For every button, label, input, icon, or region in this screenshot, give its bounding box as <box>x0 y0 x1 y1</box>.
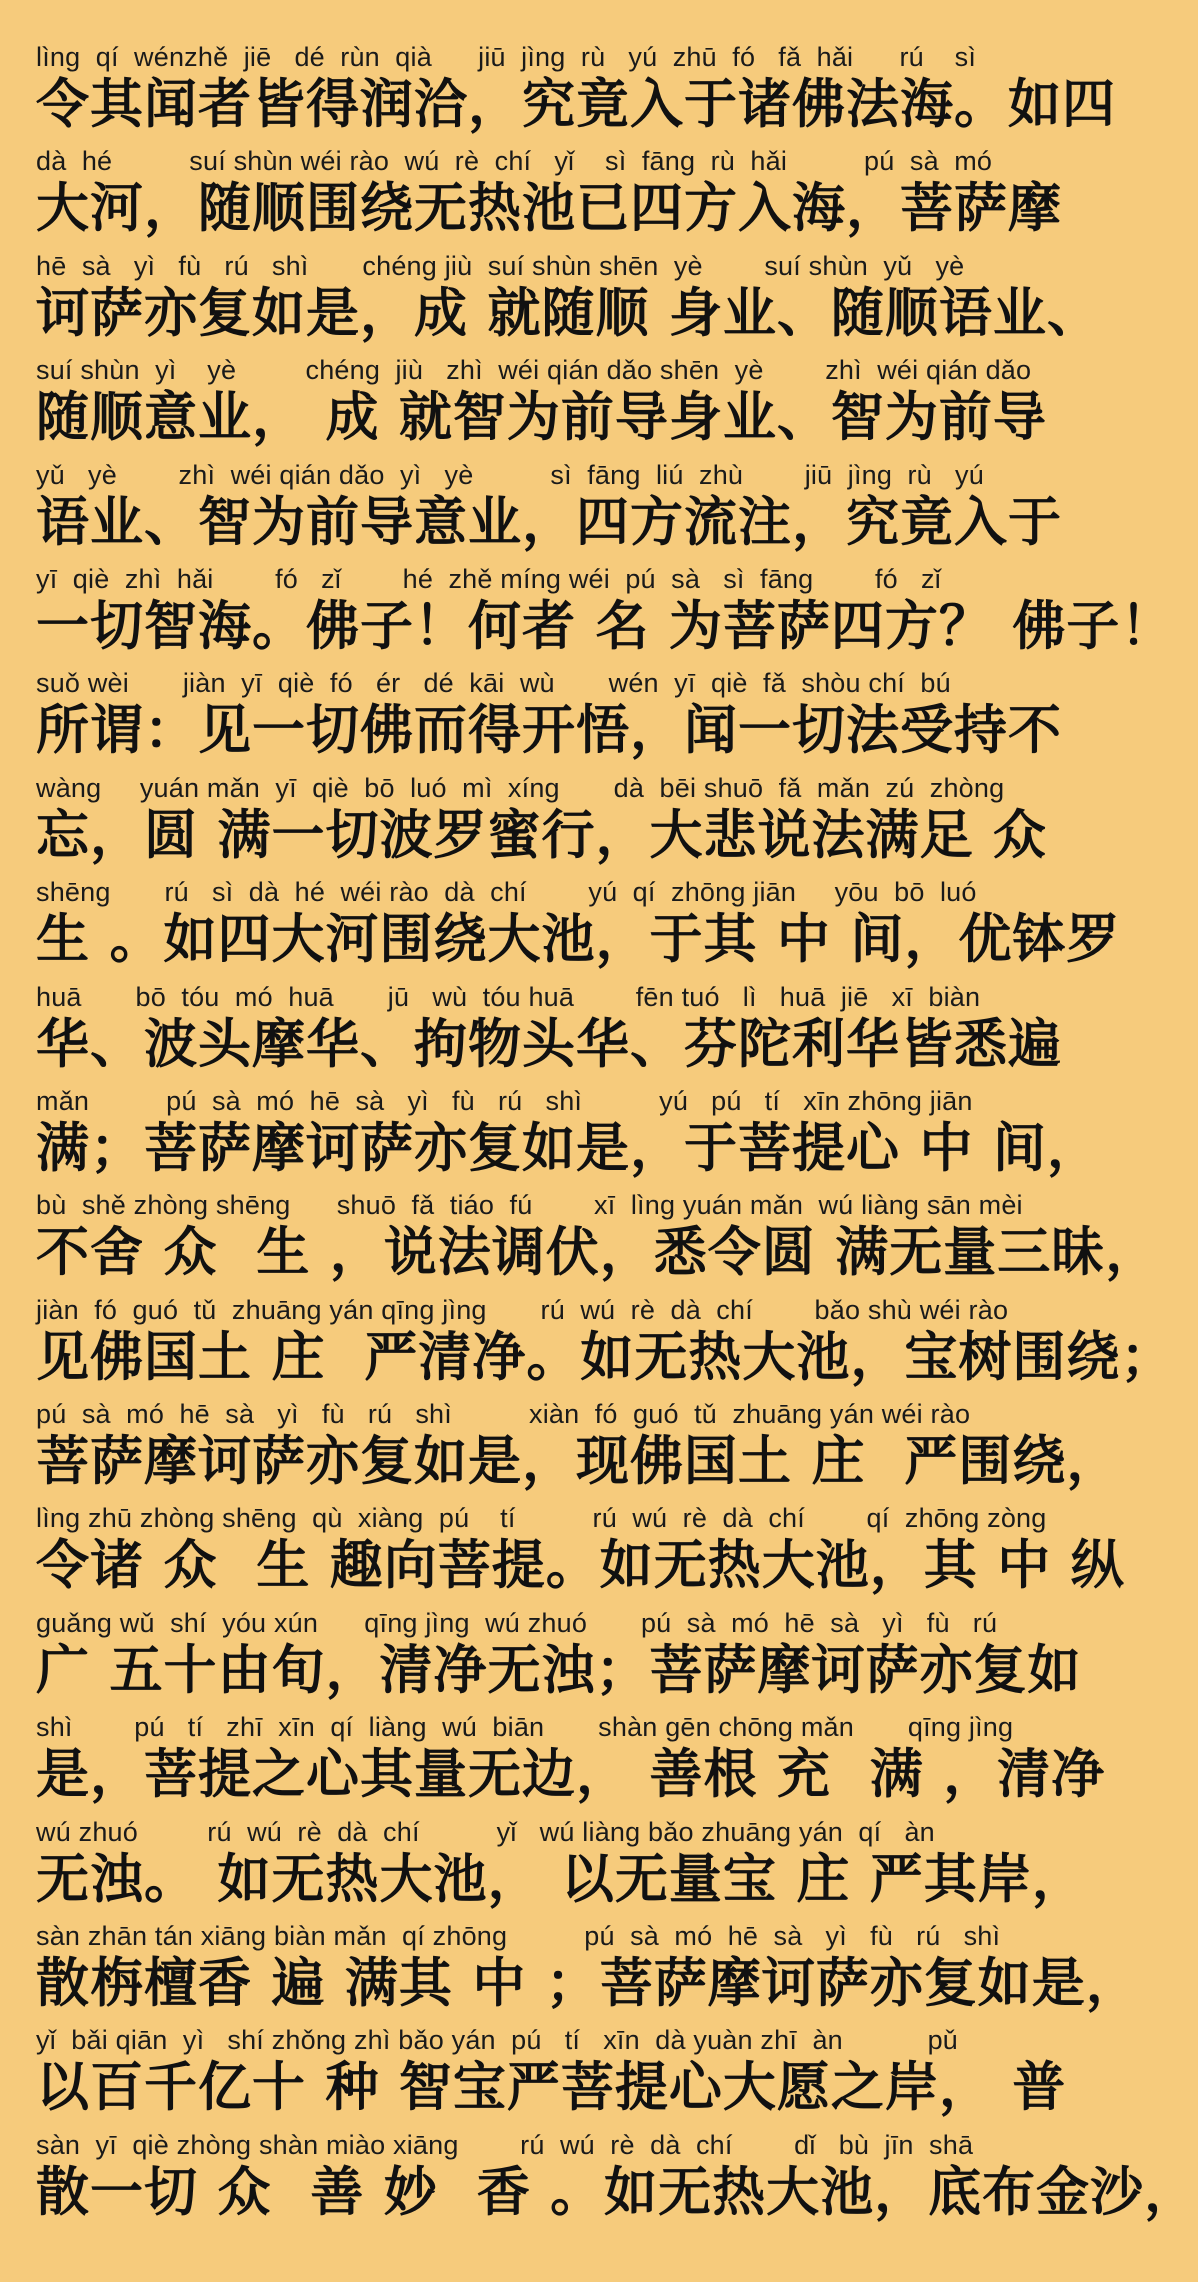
hanzi-line-20: 以百千亿十 种 智宝严菩提心大愿之岸， 普 <box>36 2057 1067 2119</box>
text-line-9 <box>36 875 1121 979</box>
pinyin-line-17: shì pú tí zhī xīn qí liàng wú biān shàn gēn chōng mǎn qīng jìng <box>36 1712 1014 1743</box>
text-line-4 <box>36 353 1047 457</box>
hanzi-line-2: 大河，随顺围绕无热池已四方入海，菩萨摩 <box>36 178 1062 240</box>
text-line-7 <box>36 666 1062 770</box>
pinyin-line-16: guǎng wǔ shí yóu xún qīng jìng wú zhuó pú sà mó hē sà yì fù rú <box>36 1607 998 1638</box>
pinyin-line-10: huā bō tóu mó huā jū wù tóu huā fēn tuó lì huā jiē xī biàn <box>36 981 981 1012</box>
pinyin-line-15: lìng zhū zhòng shēng qù xiàng pú tí rú wú rè dà chí qí zhōng zòng <box>36 1503 1047 1534</box>
text-line-19 <box>36 1919 1140 2023</box>
pinyin-line-3: hē sà yì fù rú shì chéng jiù suí shùn shēn yè suí shùn yǔ yè <box>36 250 965 281</box>
pinyin-line-2: dà hé suí shùn wéi rào wú rè chí yǐ sì fāng rù hǎi pú sà mó <box>36 146 993 177</box>
hanzi-line-5: 语业、智为前导意业，四方流注，究竟入于 <box>36 491 1062 553</box>
hanzi-line-16: 广 五十由旬，清净无浊；菩萨摩诃萨亦复如 <box>36 1639 1082 1701</box>
hanzi-line-10: 华、波头摩华、拘物头华、芬陀利华皆悉遍 <box>36 1013 1062 1075</box>
pinyin-line-9: shēng rú sì dà hé wéi rào dà chí yú qí zhōng jiān yōu bō luó <box>36 877 977 908</box>
text-line-10 <box>36 980 1062 1084</box>
text-line-17 <box>36 1710 1106 1814</box>
text-line-11 <box>36 1084 1101 1188</box>
hanzi-line-8: 忘，圆 满一切波罗蜜行，大悲说法满足 众 <box>36 804 1047 866</box>
text-line-21 <box>36 2128 1198 2232</box>
text-line-18 <box>36 1815 1086 1919</box>
text-line-2 <box>36 144 1062 248</box>
hanzi-line-11: 满；菩萨摩诃萨亦复如是，于菩提心 中 间， <box>36 1117 1101 1179</box>
hanzi-line-9: 生 。如四大河围绕大池，于其 中 间，优钵罗 <box>36 909 1121 971</box>
hanzi-line-7: 所谓：见一切佛而得开悟，闻一切法受持不 <box>36 700 1062 762</box>
hanzi-line-14: 菩萨摩诃萨亦复如是，现佛国土 庄 严围绕， <box>36 1431 1121 1493</box>
pinyin-line-6: yī qiè zhì hǎi fó zǐ hé zhě míng wéi pú sà sì fāng fó zǐ <box>36 563 941 594</box>
hanzi-line-15: 令诸 众 生 趣向菩提。如无热大池，其 中 纵 <box>36 1535 1125 1597</box>
hanzi-line-1: 令其闻者皆得润洽，究竟入于诸佛法海。如四 <box>36 74 1116 135</box>
text-line-15 <box>36 1501 1125 1605</box>
hanzi-line-19: 散栴檀香 遍 满其 中 ；菩萨摩诃萨亦复如是， <box>36 1953 1140 2015</box>
text-line-1 <box>36 40 1116 144</box>
hanzi-line-18: 无浊。 如无热大池， 以无量宝 庄 严其岸， <box>36 1848 1086 1910</box>
pinyin-line-20: yǐ bǎi qiān yì shí zhǒng zhì bǎo yán pú tí xīn dà yuàn zhī àn pǔ <box>36 2025 959 2056</box>
hanzi-line-21: 散一切 众 善 妙 香 。如无热大池，底布金沙， <box>36 2161 1198 2223</box>
pinyin-line-21: sàn yī qiè zhòng shàn miào xiāng rú wú rè dà chí dǐ bù jīn shā <box>36 2129 974 2160</box>
pinyin-line-8: wàng yuán mǎn yī qiè bō luó mì xíng dà bēi shuō fǎ mǎn zú zhòng <box>36 772 1005 803</box>
text-line-16 <box>36 1606 1082 1710</box>
pinyin-line-14: pú sà mó hē sà yì fù rú shì xiàn fó guó tǔ zhuāng yán wéi rào <box>36 1399 971 1430</box>
pinyin-line-13: jiàn fó guó tǔ zhuāng yán qīng jìng rú wú rè dà chí bǎo shù wéi rào <box>36 1294 1009 1325</box>
text-line-6 <box>36 562 1175 666</box>
text-line-20 <box>36 2023 1067 2127</box>
text-line-12 <box>36 1188 1160 1292</box>
hanzi-line-6: 一切智海。佛子！何者 名 为菩萨四方？ 佛子！ <box>36 595 1175 657</box>
text-line-8 <box>36 771 1047 875</box>
hanzi-line-3: 诃萨亦复如是，成 就随顺 身业、随顺语业、 <box>36 282 1101 344</box>
pinyin-line-18: wú zhuó rú wú rè dà chí yǐ wú liàng bǎo zhuāng yán qí àn <box>36 1816 935 1847</box>
text-line-5 <box>36 458 1062 562</box>
pinyin-line-11: mǎn pú sà mó hē sà yì fù rú shì yú pú tí xīn zhōng jiān <box>36 1085 973 1116</box>
pinyin-line-7: suǒ wèi jiàn yī qiè fó ér dé kāi wù wén yī qiè fǎ shòu chí bú <box>36 668 951 699</box>
hanzi-line-4: 随顺意业， 成 就智为前导身业、智为前导 <box>36 387 1047 449</box>
pinyin-line-19: sàn zhān tán xiāng biàn mǎn qí zhōng pú sà mó hē sà yì fù rú shì <box>36 1921 1001 1952</box>
pinyin-line-5: yǔ yè zhì wéi qián dǎo yì yè sì fāng liú zhù jiū jìng rù yú <box>36 459 984 490</box>
hanzi-line-13: 见佛国土 庄 严清净。如无热大池，宝树围绕； <box>36 1326 1175 1388</box>
pinyin-line-4: suí shùn yì yè chéng jiù zhì wéi qián dǎo shēn yè zhì wéi qián dǎo <box>36 355 1032 386</box>
text-line-14 <box>36 1397 1121 1501</box>
hanzi-line-12: 不舍 众 生 ，说法调伏，悉令圆 满无量三昧， <box>36 1222 1160 1284</box>
pinyin-line-12: bù shě zhòng shēng shuō fǎ tiáo fú xī lìng yuán mǎn wú liàng sān mèi <box>36 1190 1023 1221</box>
hanzi-line-17: 是，菩提之心其量无边， 善根 充 满 ，清净 <box>36 1744 1106 1806</box>
pinyin-line-1: lìng qí wénzhě jiē dé rùn qià jiū jìng rù yú zhū fó fǎ hǎi rú sì <box>36 42 977 72</box>
text-line-3 <box>36 249 1101 353</box>
text-line-13 <box>36 1293 1175 1397</box>
